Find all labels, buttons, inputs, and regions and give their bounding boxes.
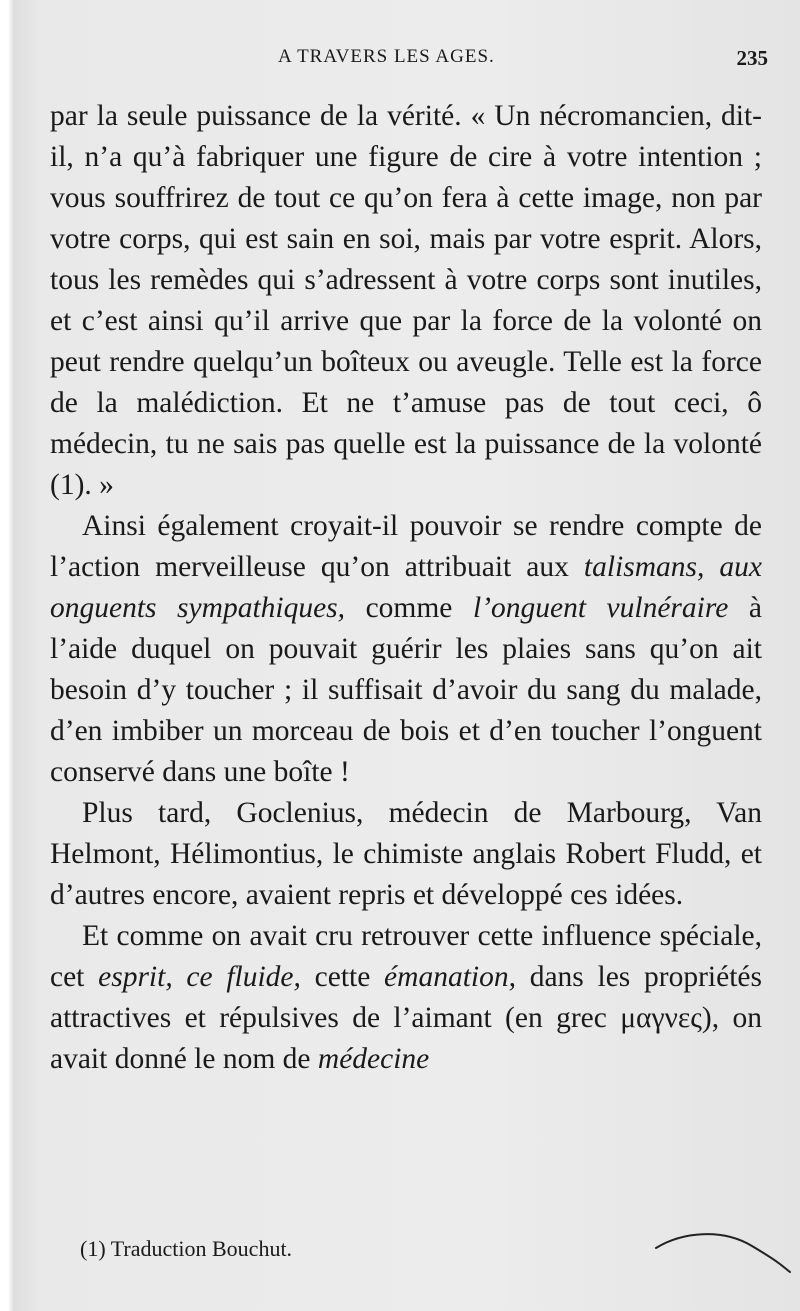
text-run: talismans, aux onguents sympathiques,: [50, 551, 762, 624]
paragraph-4: [50, 916, 762, 1080]
paragraph-3: [50, 793, 762, 916]
paragraph-1: [50, 96, 762, 506]
paragraph-2: [50, 506, 762, 793]
running-head: [0, 46, 800, 76]
text-run: Et comme on avait cru retrouver cette influence spéciale, cet: [50, 920, 762, 993]
page-number: 235: [736, 46, 768, 70]
running-title: A TRAVERS LES AGES.: [278, 46, 495, 67]
text-run: Ainsi également croyait-il pouvoir se rendre compte de l’action merveilleuse qu’on attribuait aux: [50, 510, 762, 583]
text-run: dans les propriétés attractives et répulsives de l’aimant (en grec μαγνες), on avait donné le nom de: [50, 961, 762, 1075]
text-run: esprit, ce fluide,: [98, 961, 301, 993]
ink-flourish-icon: [652, 1226, 792, 1276]
text-run: cette: [300, 961, 385, 993]
text-run: l’onguent vulnéraire: [472, 592, 729, 624]
footnote: (1) Traduction Bouchut.: [80, 1236, 293, 1261]
body-text: [50, 96, 762, 1080]
text-run: comme: [345, 592, 473, 624]
text-run: à l’aide duquel on pouvait guérir les plaies sans qu’on ait besoin d’y toucher ; il suffisait d’avoir du sang du malade, d’en imbiber un morceau de bois et d’en toucher l’onguent conservé dans une boîte !: [50, 592, 762, 788]
text-run: émanation,: [384, 961, 516, 993]
text-run: par la seule puissance de la vérité. « Un nécromancien, dit-il, n’a qu’à fabriquer une figure de cire à votre intention ; vous souffrirez de tout ce qu’on fera à cette image, non par votre corps, qui est sain en soi, mais par votre esprit. Alors, tous les remèdes qui s’adressent à votre corps sont inutiles, et c’est ainsi qu’il arrive que par la force de la volonté on peut rendre quelqu’un boîteux ou aveugle. Telle est la force de la malédiction. Et ne t’amuse pas de tout ceci, ô médecin, tu ne sais pas quelle est la puissance de la volonté (1). »: [50, 100, 762, 501]
text-run: médecine: [317, 1043, 430, 1075]
text-run: Plus tard, Goclenius, médecin de Marbourg, Van Helmont, Hélimontius, le chimiste anglais Robert Fludd, et d’autres encore, avaient repris et développé ces idées.: [50, 797, 762, 911]
